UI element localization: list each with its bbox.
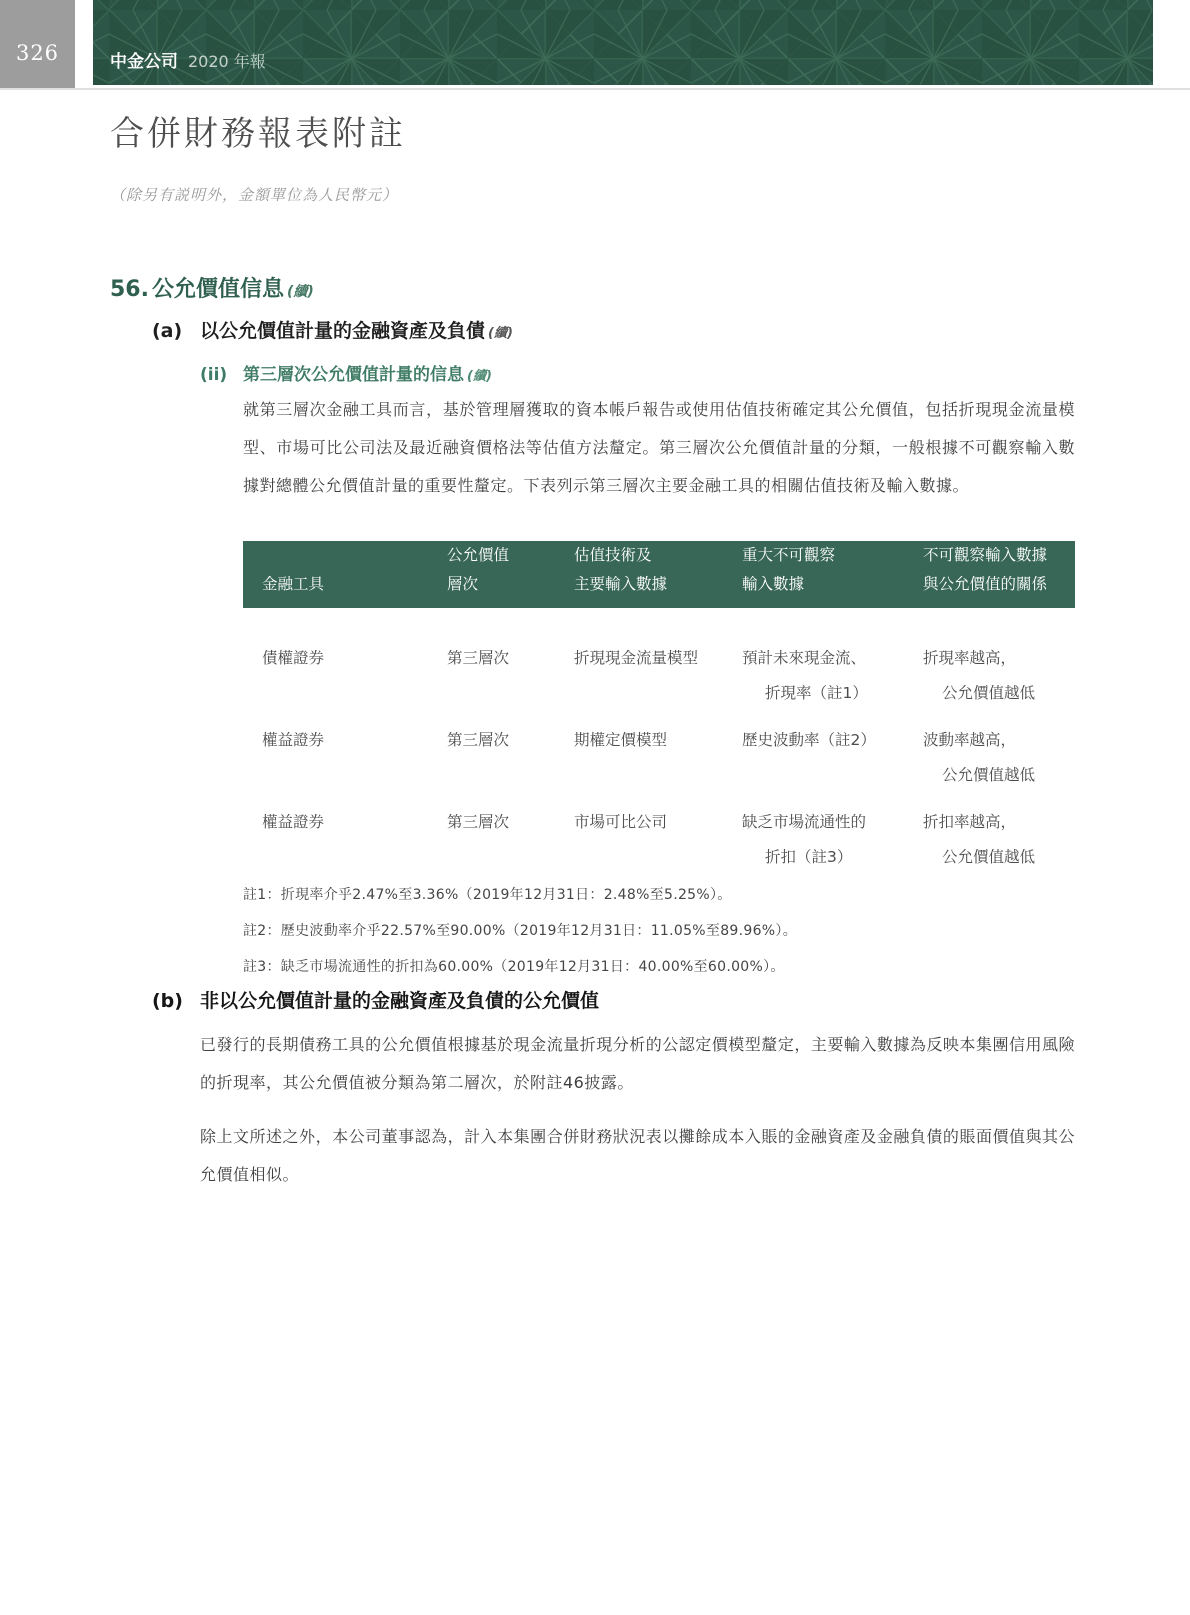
cell-inputs: 歷史波動率（註2） — [742, 731, 876, 749]
note-2: 註2：歷史波動率介乎22.57%至90.00%（2019年12月31日：11.05%至89.96%）。 — [243, 923, 797, 939]
cell-level: 第三層次 — [447, 649, 510, 667]
section-b-paragraph-2: 除上文所述之外，本公司董事認為，計入本集團合併財務狀況表以攤餘成本入賬的金融資產及金融負債的賬面價值與其公允價值相似。 — [200, 1127, 1075, 1184]
section-a-heading — [152, 316, 513, 343]
header-band — [93, 0, 1153, 85]
note-3: 註3：缺乏市場流通性的折扣為60.00%（2019年12月31日：40.00%至60.00%）。 — [243, 959, 785, 975]
section-ii-heading — [200, 360, 492, 385]
cell-relationship: 折扣率越高， 公允價值越低 — [923, 813, 1036, 866]
section-b-title: 非以公允價值計量的金融資產及負債的公允價值 — [200, 990, 600, 1012]
cell-technique: 市場可比公司 — [574, 813, 668, 831]
table-notes — [243, 884, 1075, 978]
table-header-row — [243, 541, 1075, 608]
cell-instrument: 權益證券 — [262, 813, 325, 831]
cell-level: 第三層次 — [447, 731, 510, 749]
table-row — [243, 641, 1075, 711]
cell-inputs: 預計未來現金流、 折現率（註1） — [742, 649, 868, 702]
asanoha-pattern — [93, 0, 1153, 85]
section-56-title: 公允價值信息 — [152, 277, 285, 302]
cell-inputs: 缺乏市場流通性的 折扣（註3） — [742, 813, 867, 866]
company-name: 中金公司 — [110, 52, 178, 72]
header-level: 公允價值 層次 — [447, 546, 510, 593]
section-ii-paragraph: 就第三層次金融工具而言，基於管理層獲取的資本帳戶報告或使用估值技術確定其公允價值，包括折現現金流量模型、市場可比公司法及最近融資價格法等估值方法釐定。第三層次公允價值計量的分類，一般根據不可觀察輸入數據對總體公允價值計量的重要性釐定。下表列示第三層次主要金融工具的相關估值技術及輸入數據。 — [243, 400, 1075, 495]
section-ii-number: (ii) — [200, 365, 228, 385]
document-title: 合併財務報表附註 — [110, 114, 406, 154]
section-a-number: (a) — [152, 320, 183, 342]
section-b-heading — [152, 986, 599, 1013]
cell-instrument: 債權證券 — [262, 649, 325, 667]
section-a-title: 以公允價值計量的金融資產及負債 — [200, 320, 486, 342]
header-relationship: 不可觀察輸入數據 與公允價值的關係 — [923, 546, 1048, 593]
cell-relationship: 波動率越高， 公允價值越低 — [923, 731, 1036, 784]
section-b-paragraph-1: 已發行的長期債務工具的公允價值根據基於現金流量折現分析的公認定價模型釐定，主要輸入數據為反映本集團信用風險的折現率，其公允價值被分類為第二層次，於附註46披露。 — [200, 1035, 1075, 1092]
cell-instrument: 權益證券 — [262, 731, 325, 749]
section-ii-title: 第三層次公允價值計量的信息 — [243, 365, 464, 385]
report-year: 2020 年報 — [188, 52, 266, 71]
table-row — [243, 805, 1075, 875]
currency-unit-note: （除另有説明外，金額單位為人民幣元） — [110, 186, 399, 204]
page-number: 326 — [15, 41, 60, 65]
note-1: 註1：折現率介乎2.47%至3.36%（2019年12月31日：2.48%至5.25%）。 — [243, 887, 732, 903]
header-divider — [0, 88, 1190, 90]
cell-level: 第三層次 — [447, 813, 510, 831]
page-number-box — [0, 0, 75, 88]
section-a-continued: (續) — [488, 326, 513, 341]
cell-relationship: 折現率越高， 公允價值越低 — [923, 649, 1036, 702]
band-title — [110, 47, 266, 72]
section-ii-continued: (續) — [467, 369, 492, 384]
cell-technique: 期權定價模型 — [574, 731, 668, 749]
section-b-number: (b) — [152, 990, 183, 1012]
section-56-continued: (續) — [287, 284, 314, 300]
header-unobservable-inputs: 重大不可觀察 輸入數據 — [742, 546, 836, 593]
table-row — [243, 723, 1075, 793]
header-technique: 估值技術及 主要輸入數據 — [574, 546, 668, 593]
header-instrument: 金融工具 — [262, 575, 325, 593]
fair-value-table — [243, 541, 1075, 992]
cell-technique: 折現現金流量模型 — [574, 649, 699, 667]
section-56-heading — [110, 272, 314, 303]
section-56-number: 56. — [110, 277, 149, 302]
